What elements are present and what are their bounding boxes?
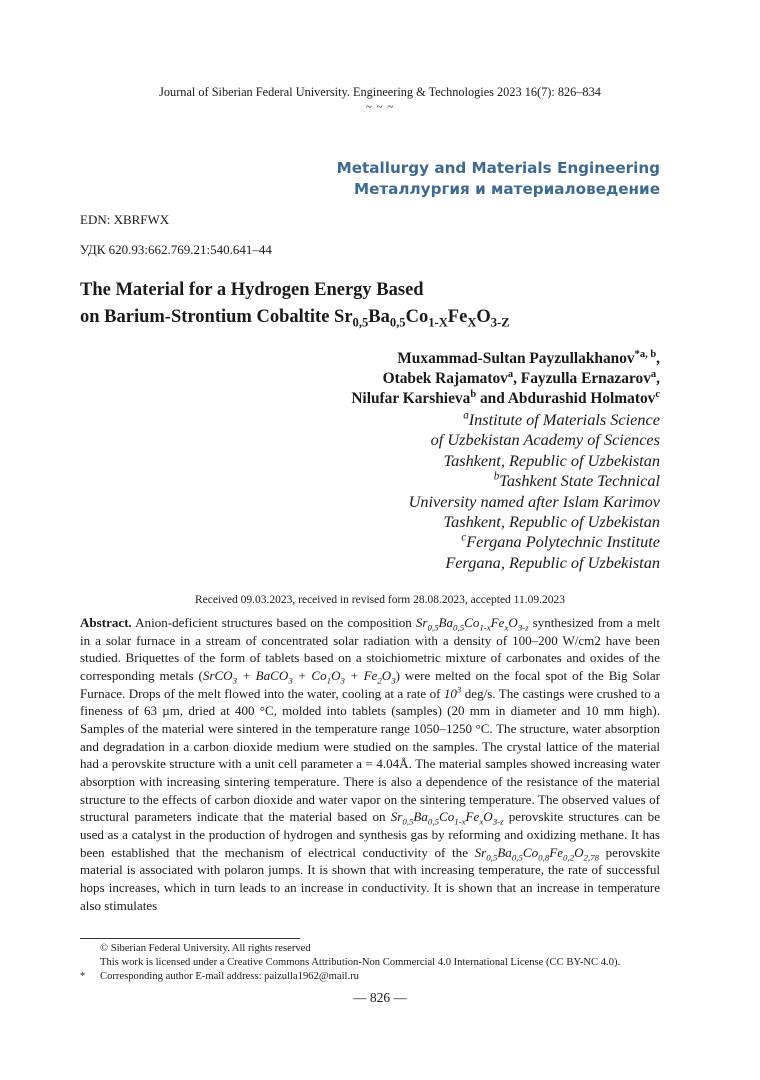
edn-code: EDN: XBRFWX bbox=[80, 212, 170, 227]
footnote-corresponding: * Corresponding author E-mail address: paizulla1962@mail.ru bbox=[80, 971, 359, 982]
udk-code: УДК 620.93:662.769.21:540.641–44 bbox=[80, 242, 272, 257]
title-line-2: on Barium-Strontium Cobaltite $Sr_{0,5}Ba_{0,5}Co_{1-X}Fe_XO_{3-Z}$ bbox=[80, 307, 510, 330]
affiliation-a-line-1: $^a$Institute of Materials Science bbox=[463, 409, 660, 429]
abstract-paragraph: Abstract. Anion-deficient structures based on the composition $Sr_{0,5}Ba_{0,5}Co_{1-x}Fe_xO_{3-z}$ synthesized from a melt in a solar furnace in a stream of concentrated solar radiation with a density of 100–200 W/cm2 have been studied. Briquettes of the form of tablets based on a stoichiometric mixture of carbonates and oxides of the corresponding metals (SrCO$_3$ + BaCO$_3$ + $Co_1O_3 + Fe_2O_3$) were melted on the focal spot of the Big Solar Furnace. Drops of the melt flowed into the water, cooling at a rate of $10^3$ deg/s. The castings were crushed to a fineness of 63 µm, dried at 400 °C, molded into tablets (samples) (20 mm in diameter and 10 mm high). Samples of the material were sintered in the temperature range 1050–1250 °C. The structure, water absorption and degradation in a carbon dioxide medium were studied on the samples. The crystal lattice of the material had a perovskite structure with a unit cell parameter a = 4.04Å. The material samples showed increasing water absorption with increasing sintering temperature. There is also a dependence of the resistance of the material structure to the effects of carbon dioxide and water vapor on the sintering temperature. The observed values of structural parameters indicate that the material based on $Sr_{0,5}Ba_{0,5}Co_{1-x}Fe_xO_{3-z}$ perovskite structures can be used as a catalyst in the production of hydrogen and synthesis gas by reforming and oxidizing methane. It has been established that the mechanism of electrical conductivity of the $Sr_{0,5}Ba_{0,5}Co_{0,8}Fe_{0,2}O_{2,78}$ perovskite material is associated with polaron jumps. It is shown that with increasing temperature, the rate of successful hops increases, which in turn leads to an increase in conductivity. It is shown that an increase in temperature also stimulates bbox=[80, 615, 661, 913]
affiliation-b-line-1: $^b$Tashkent State Technical bbox=[493, 470, 660, 491]
footnote-divider bbox=[80, 938, 300, 939]
section-title-ru: Металлургия и материаловедение bbox=[353, 180, 660, 198]
page-number: — 826 — bbox=[353, 990, 407, 1005]
affiliation-a-line-2: of Uzbekistan Academy of Sciences bbox=[430, 430, 660, 450]
title-line-1: The Material for a Hydrogen Energy Based bbox=[80, 280, 424, 300]
paper-title bbox=[80, 277, 680, 331]
footnote-license: This work is licensed under a Creative Commons Attribution-Non Commercial 4.0 International License (CC BY-NC 4.0). bbox=[100, 957, 621, 968]
author-line-1: Muxammad-Sultan Payzullakhanov$^{*a, b}$, bbox=[397, 348, 660, 367]
affiliation-c-line-2: Fergana, Republic of Uzbekistan bbox=[445, 552, 660, 572]
affiliation-b-line-3: Tashkent, Republic of Uzbekistan bbox=[443, 512, 660, 532]
affiliations bbox=[240, 410, 660, 573]
journal-header: Journal of Siberian Federal University. Engineering & Technologies 2023 16(7): 826–834 bbox=[159, 85, 601, 99]
author-list bbox=[240, 349, 660, 409]
footnote-copyright: © Siberian Federal University. All rights reserved bbox=[100, 943, 311, 954]
affiliation-a-line-3: Tashkent, Republic of Uzbekistan bbox=[443, 450, 660, 470]
affiliation-b-line-2: University named after Islam Karimov bbox=[408, 491, 660, 511]
section-title-en: Metallurgy and Materials Engineering bbox=[336, 159, 660, 177]
affiliation-c-line-1: $^c$Fergana Polytechnic Institute bbox=[461, 532, 660, 552]
tilde-divider: ~ ~ ~ bbox=[365, 101, 395, 113]
received-dates: Received 09.03.2023, received in revised form 28.08.2023, accepted 11.09.2023 bbox=[194, 594, 566, 606]
author-line-3: Nilufar Karshieva$^b$ and Abdurashid Holmatov$^c$ bbox=[351, 388, 660, 407]
author-line-2: Otabek Rajamatov$^a$, Fayzulla Ernazarov$^a$, bbox=[382, 368, 660, 387]
abstract-label: Abstract. bbox=[80, 615, 132, 630]
